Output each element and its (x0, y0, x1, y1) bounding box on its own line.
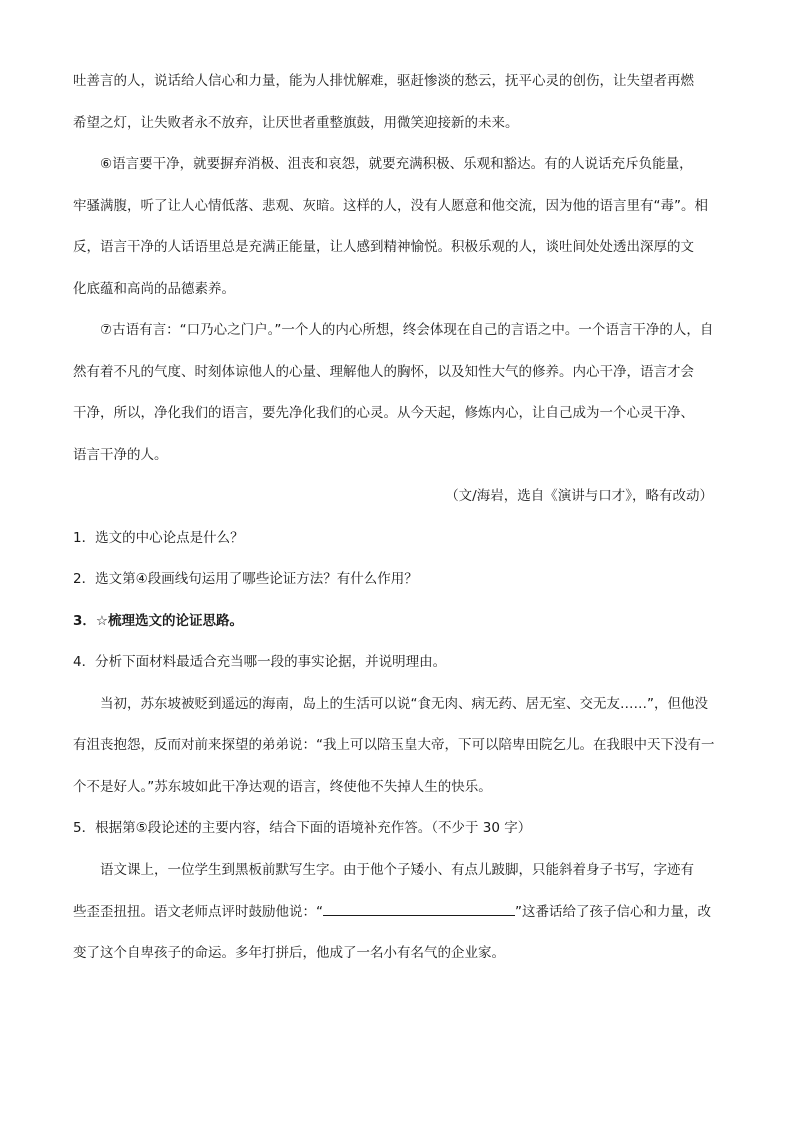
paragraph-5-line-1: 吐善言的人，说话给人信心和力量，能为人排忧解难，驱赶惨淡的愁云，抚平心灵的创伤，让失望者再燃 (73, 73, 694, 89)
material-line-2: 有沮丧抱怨，反而对前来探望的弟弟说：“我上可以陪玉皇大帝，下可以陪卑田院乞儿。在我眼中天下没有一 (73, 737, 715, 753)
context-line-2 (73, 901, 723, 922)
context-line-3: 变了这个自卑孩子的命运。多年打拼后，他成了一名小有名气的企业家。 (73, 945, 505, 961)
paragraph-6-line-2: 牢骚满腹，听了让人心情低落、悲观、灰暗。这样的人，没有人愿意和他交流，因为他的语言里有“毒”。相 (73, 198, 708, 214)
context-line-2-end: ”这番话给了孩子信心和力量，改 (515, 904, 711, 920)
paragraph-6-line-1: ⑥语言要干净，就要摒弃消极、沮丧和哀怨，就要充满积极、乐观和豁达。有的人说话充斥负能量， (100, 156, 693, 172)
paragraph-7-line-3: 干净，所以，净化我们的语言，要先净化我们的心灵。从今天起，修炼内心，让自己成为一个心灵干净、 (73, 405, 694, 421)
paragraph-7-line-4: 语言干净的人。 (73, 447, 168, 463)
paragraph-7-line-2: 然有着不凡的气度、时刻体谅他人的心量、理解他人的胸怀，以及知性大气的修养。内心干净，语言才会 (73, 364, 694, 380)
context-line-2-start: 些歪歪扭扭。语文老师点评时鼓励他说：“ (73, 904, 323, 920)
paragraph-5-line-2: 希望之灯，让失败者永不放弃，让厌世者重整旗鼓，用微笑迎接新的未来。 (73, 115, 519, 131)
source-citation: （文/海岩，选自《演讲与口才》，略有改动） (445, 488, 713, 504)
material-line-1: 当初，苏东坡被贬到遥远的海南，岛上的生活可以说“食无肉、病无药、居无室、交无友……”，但他没 (100, 696, 708, 712)
paragraph-7-line-1: ⑦古语有言：“口乃心之门户。”一个人的内心所想，终会体现在自己的言语之中。一个语言干净的人，自 (100, 322, 714, 338)
question-4: 4．分析下面材料最适合充当哪一段的事实论据，并说明理由。 (73, 654, 447, 670)
answer-blank[interactable] (323, 901, 515, 916)
question-2: 2．选文第④段画线句运用了哪些论证方法？有什么作用？ (73, 571, 418, 587)
paragraph-6-line-4: 化底蕴和高尚的品德素养。 (73, 281, 235, 297)
context-line-1: 语文课上，一位学生到黑板前默写生字。由于他个子矮小、有点儿跛脚，只能斜着身子书写，字迹有 (100, 862, 694, 878)
material-line-3: 个不是好人。”苏东坡如此干净达观的语言，终使他不失掉人生的快乐。 (73, 779, 492, 795)
paragraph-6-line-3: 反，语言干净的人话语里总是充满正能量，让人感到精神愉悦。积极乐观的人，谈吐间处处透出深厚的文 (73, 239, 694, 255)
question-5: 5．根据第⑤段论述的主要内容，结合下面的语境补充作答。（不少于 30 字） (73, 820, 532, 836)
question-1: 1．选文的中心论点是什么？ (73, 530, 244, 546)
question-3: 3．☆梳理选文的论证思路。 (73, 613, 243, 629)
